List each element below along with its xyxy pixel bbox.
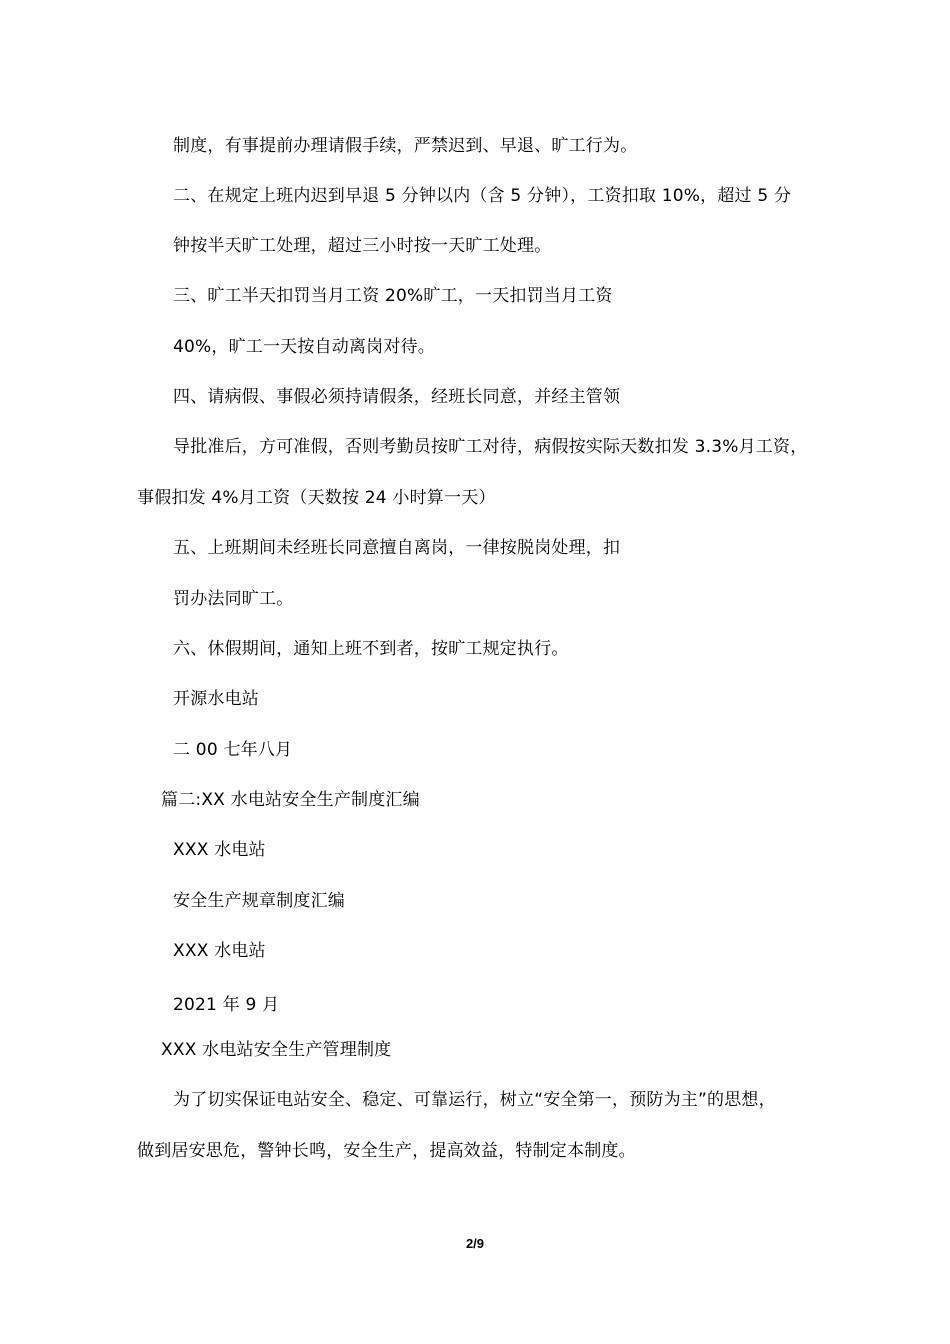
document-date: 二 00 七年八月	[173, 740, 293, 760]
paragraph-line: 为了切实保证电站安全、稳定、可靠运行，树立“安全第一，预防为主”的思想，	[173, 1090, 776, 1110]
organization-name: 开源水电站	[173, 689, 259, 709]
paragraph-line: 罚办法同旷工。	[173, 589, 294, 609]
paragraph-line: 五、上班期间未经班长同意擅自离岗，一律按脱岗处理，扣	[173, 538, 621, 558]
document-title: 安全生产规章制度汇编	[173, 891, 345, 911]
paragraph-line: 事假扣发 4%月工资（天数按 24 小时算一天）	[137, 488, 496, 508]
section-heading: 篇二:XX 水电站安全生产制度汇编	[161, 790, 420, 810]
page-number: 2/9	[465, 1236, 485, 1251]
paragraph-line: 六、休假期间，通知上班不到者，按旷工规定执行。	[173, 639, 569, 659]
paragraph-line: 钟按半天旷工处理，超过三小时按一天旷工处理。	[173, 236, 552, 256]
paragraph-line: 40%，旷工一天按自动离岗对待。	[173, 337, 435, 357]
organization-name: XXX 水电站	[173, 840, 266, 860]
paragraph-line: 导批准后，方可准假，否则考勤员按旷工对待，病假按实际天数扣发 3.3%月工资，	[173, 437, 808, 457]
paragraph-line: 做到居安思危，警钟长鸣，安全生产，提高效益，特制定本制度。	[137, 1141, 636, 1161]
paragraph-line: 四、请病假、事假必须持请假条，经班长同意，并经主管领	[173, 387, 621, 407]
organization-name: XXX 水电站	[173, 941, 266, 961]
section-heading: XXX 水电站安全生产管理制度	[161, 1040, 392, 1060]
paragraph-line: 三、旷工半天扣罚当月工资 20%旷工，一天扣罚当月工资	[173, 286, 613, 306]
paragraph-line: 二、在规定上班内迟到早退 5 分钟以内（含 5 分钟），工资扣取 10%，超过 5 分	[173, 186, 792, 206]
paragraph-line: 制度，有事提前办理请假手续，严禁迟到、早退、旷工行为。	[173, 136, 638, 156]
document-date: 2021 年 9 月	[173, 995, 280, 1015]
